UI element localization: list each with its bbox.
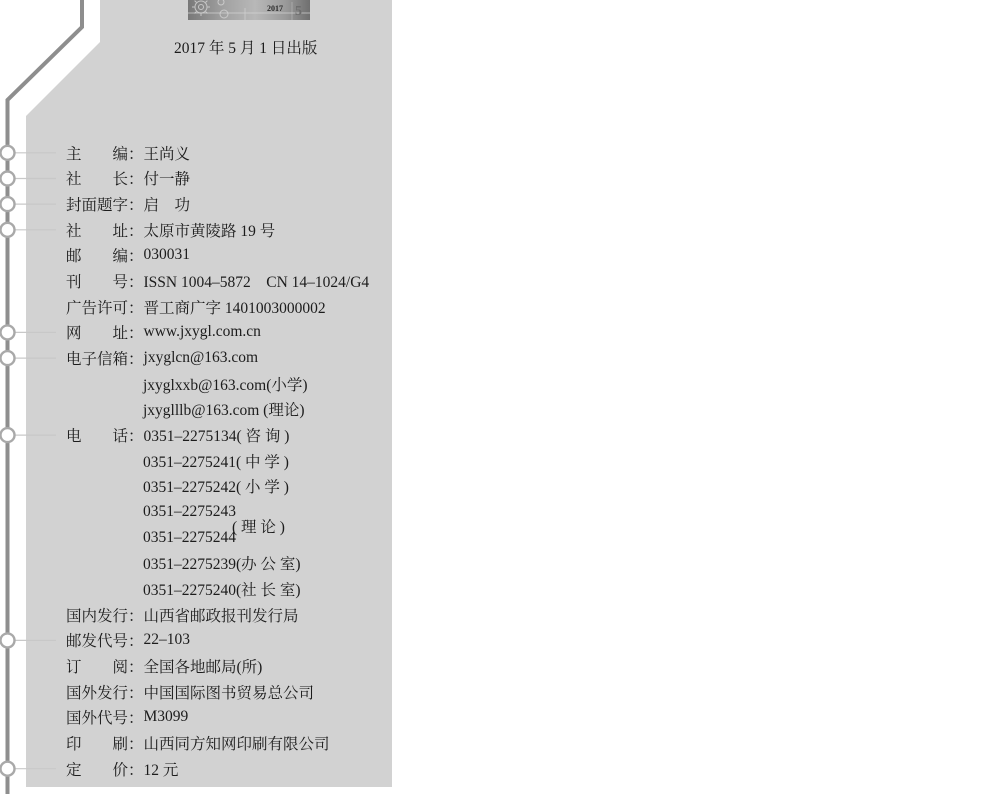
- info-row: [66, 345, 369, 371]
- info-value: 030031: [143, 246, 191, 264]
- info-row: [66, 474, 369, 500]
- info-value: 22–103: [143, 631, 191, 649]
- info-label: 国内发行：: [66, 607, 144, 625]
- info-label: 社 长：: [66, 171, 144, 189]
- info-row: [66, 243, 369, 269]
- info-value: ISSN 1004–5872 CN 14–1024/G4: [143, 274, 370, 292]
- info-value: 中国国际图书贸易总公司: [143, 684, 315, 702]
- info-label: 订 阅：: [66, 658, 144, 676]
- binding-hole-icon: [1, 428, 15, 442]
- info-row: [66, 704, 369, 730]
- info-row: [66, 576, 369, 602]
- info-row: [66, 627, 369, 653]
- publish-date: 2017 年 5 月 1 日出版: [174, 40, 318, 57]
- info-label: 定 价：: [66, 761, 144, 779]
- info-value: jxyglcn@163.com: [143, 349, 259, 367]
- info-value: 晋工商广字 1401003000002: [143, 299, 326, 317]
- info-value: 山西省邮政报刊发行局: [143, 607, 299, 625]
- info-label: 印 刷：: [66, 735, 144, 753]
- binding-hole-icon: [1, 172, 15, 186]
- info-value: 0351–2275244: [143, 528, 236, 546]
- info-value: 王尚义: [143, 145, 191, 163]
- phone-group-note: ( 理 论 ): [232, 518, 285, 536]
- info-label: 主 编：: [66, 145, 144, 163]
- info-row: [66, 499, 369, 525]
- info-value: 0351–2275134( 咨 询 ): [143, 428, 290, 446]
- info-label: 封面题字：: [66, 197, 144, 215]
- info-label: 邮 编：: [66, 248, 144, 266]
- info-value: jxyglxxb@163.com(小学): [143, 376, 308, 394]
- info-label: 社 址：: [66, 222, 144, 240]
- info-row: [66, 653, 369, 679]
- info-row: [66, 140, 369, 166]
- info-value: www.jxygl.com.cn: [143, 323, 261, 341]
- binding-hole-icon: [1, 146, 15, 160]
- info-row: [66, 551, 369, 577]
- binding-hole-icon: [1, 197, 15, 211]
- info-value: 0351–2275242( 小 学 ): [143, 479, 289, 497]
- info-value: M3099: [143, 708, 189, 726]
- info-label: 刊 号：: [66, 274, 144, 292]
- info-row: [66, 679, 369, 705]
- binding-hole-icon: [1, 351, 15, 365]
- info-row: [66, 422, 369, 448]
- info-label: 国外发行：: [66, 684, 144, 702]
- info-value: 0351–2275240(社 长 室): [143, 581, 301, 599]
- info-row: [66, 371, 369, 397]
- binding-hole-icon: [1, 325, 15, 339]
- info-row: [66, 191, 369, 217]
- binding-hole-icon: [1, 762, 15, 776]
- info-row: [66, 166, 369, 192]
- info-label: 电子信箱：: [66, 351, 144, 369]
- info-label: 电 话：: [66, 428, 144, 446]
- magazine-cover-thumbnail: [188, 0, 310, 20]
- info-row: [66, 448, 369, 474]
- info-row: [66, 756, 369, 782]
- info-row: [66, 397, 369, 423]
- publication-info-list: [66, 140, 369, 781]
- info-row: [66, 268, 369, 294]
- info-value: 0351–2275241( 中 学 ): [143, 453, 289, 471]
- cover-year-text: 2017: [267, 4, 283, 13]
- info-value: 全国各地邮局(所): [143, 658, 263, 676]
- info-value: 太原市黄陵路 19 号: [143, 222, 276, 240]
- info-value: jxyglllb@163.com (理论): [143, 402, 305, 420]
- info-label: 广告许可：: [66, 299, 144, 317]
- info-label: 国外代号：: [66, 710, 144, 728]
- info-value: 付一静: [143, 171, 191, 189]
- info-label: 网 址：: [66, 325, 144, 343]
- binding-hole-icon: [1, 633, 15, 647]
- info-row: [66, 730, 369, 756]
- info-row: [66, 294, 369, 320]
- info-value: 0351–2275243: [143, 503, 236, 521]
- info-row: [66, 602, 369, 628]
- info-row: [66, 217, 369, 243]
- info-row: [66, 518, 369, 551]
- info-value: 0351–2275239(办 公 室): [143, 556, 301, 574]
- info-label: 邮发代号：: [66, 633, 144, 651]
- info-value: 启 功: [143, 197, 191, 215]
- info-value: 山西同方知网印刷有限公司: [143, 735, 330, 753]
- cover-issue-number: 5: [295, 4, 302, 19]
- info-value: 12 元: [143, 761, 179, 779]
- binding-hole-icon: [1, 223, 15, 237]
- info-row: [66, 320, 369, 346]
